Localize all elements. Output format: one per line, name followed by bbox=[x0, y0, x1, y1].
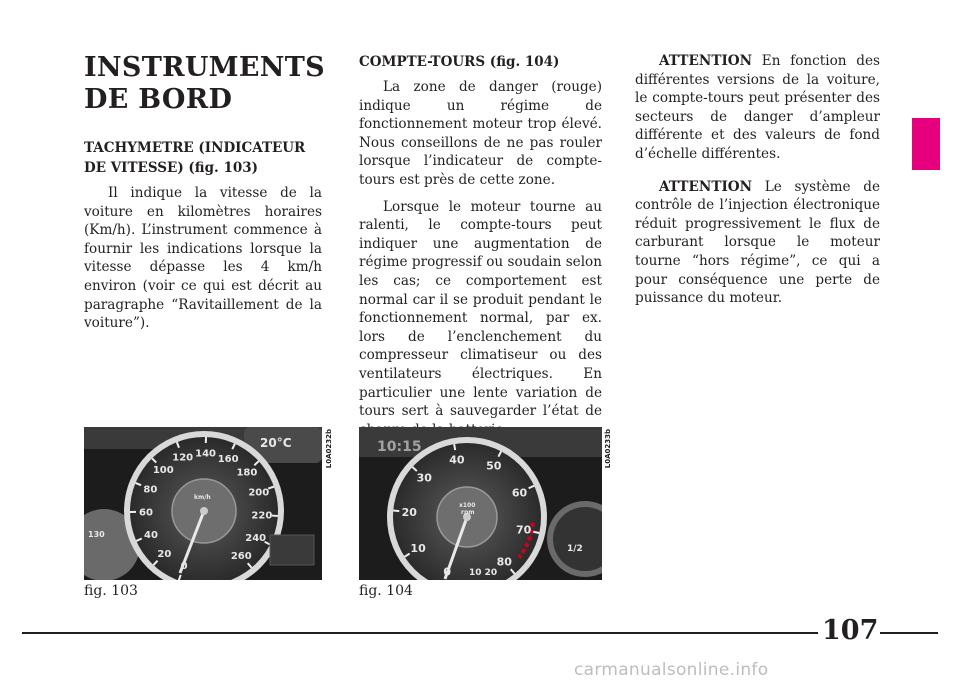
speed-tick-label: 140 bbox=[195, 448, 216, 460]
watermark: carmanualsonline.info bbox=[574, 660, 769, 680]
tachymetre-heading-line2: DE VITESSE) (fig. 103) bbox=[84, 160, 259, 176]
rpm-tick-label: 60 bbox=[511, 486, 528, 500]
speed-tick-label: 60 bbox=[139, 507, 153, 519]
rpm-tick-label: 10 bbox=[410, 542, 426, 556]
tachymetre-paragraph: Il indique la vitesse de la voiture en kilomètres horaires (Km/h). L’instrument commence à fournir les indications lorsque la vitesse dépasse les 4 km/h environ (voir ce qui est décrit au paragraphe “Ravitaillement de la voiture”). bbox=[84, 185, 322, 332]
column-right bbox=[635, 52, 880, 316]
figure-103-code: L0A0232b bbox=[325, 429, 333, 469]
figure-104-tachometer bbox=[359, 427, 602, 580]
temperature-readout: 20°C bbox=[260, 436, 292, 450]
footer-rule-left bbox=[22, 632, 818, 634]
attention-text-1: En fonction des différentes versions de la voiture, le compte-tours peut présenter des secteurs de danger d’ampleur différente et des valeurs de fond d’échelle différentes. bbox=[635, 53, 880, 162]
speed-tick-label: 100 bbox=[152, 465, 174, 477]
rpm-tick-label: 30 bbox=[416, 471, 432, 485]
speed-tick-label: 180 bbox=[236, 467, 258, 479]
column-middle bbox=[359, 52, 602, 447]
speed-tick-label: 220 bbox=[251, 510, 273, 522]
rpm-unit-line2: rpm bbox=[461, 509, 475, 516]
rpm-tick-label: 40 bbox=[449, 453, 465, 467]
compte-tours-paragraph-1: La zone de danger (rouge) indique un régime de fonctionnement moteur trop élevé. Nous conseillons de ne pas rouler lorsque l’indicateur de compte-tours est près de cette zone. bbox=[359, 79, 602, 188]
speed-tick-label: 120 bbox=[172, 452, 194, 464]
rpm-tick-tick bbox=[454, 444, 455, 450]
speedometer-illustration bbox=[84, 427, 322, 580]
vent-grille bbox=[270, 535, 314, 565]
speed-tick-label: 240 bbox=[245, 532, 267, 544]
figure-103-caption: fig. 103 bbox=[84, 583, 138, 599]
column-left bbox=[84, 52, 325, 341]
page-number: 107 bbox=[822, 615, 879, 646]
side-gauge-value: 130 bbox=[88, 530, 105, 539]
odometer-readout: 10 20 bbox=[469, 568, 498, 578]
speed-unit-label: km/h bbox=[194, 494, 211, 501]
fuel-gauge-half-label: 1/2 bbox=[567, 544, 583, 554]
tachometer-illustration bbox=[359, 427, 602, 580]
rpm-tick-label: 70 bbox=[515, 523, 532, 537]
compte-tours-heading: COMPTE-TOURS (fig. 104) bbox=[359, 54, 560, 70]
speed-tick-label: 0 bbox=[180, 561, 188, 573]
attention-label-2: ATTENTION bbox=[659, 178, 753, 195]
attention-note-2 bbox=[635, 178, 880, 308]
speed-tick-label: 160 bbox=[217, 453, 239, 465]
footer-rule-right bbox=[880, 632, 938, 634]
tachymetre-heading-line1: TACHYMETRE (INDICATEUR bbox=[84, 140, 306, 156]
figure-104-caption: fig. 104 bbox=[359, 583, 413, 599]
figure-104-code: L0A0233b bbox=[604, 429, 612, 469]
compte-tours-paragraph-2: Lorsque le moteur tourne au ralenti, le compte-tours peut indiquer une augmentation de régime progressif ou soudain selon les cas; ce comportement est normal car il se produit pendant le fonctionnement normal, par ex. lors de l’enclenchement du compresseur climatiseur ou des ventilateurs électriques. En particulier une lente variation de tours sert à sauvegarder l’état de bbox=[359, 198, 602, 420]
attention-label-1: ATTENTION bbox=[659, 53, 753, 69]
speed-tick-label: 200 bbox=[248, 487, 270, 499]
speed-tick-label: 80 bbox=[143, 484, 158, 496]
attention-text-2: Le système de contrôle de l’injection électronique réduit progressivement le flux de carburant lorsque le moteur tourne “hors régime”, ce qui a pour conséquence une perte de puissance du moteur. bbox=[635, 178, 880, 307]
attention-note-1 bbox=[635, 52, 880, 164]
speed-tick-label: 40 bbox=[143, 529, 158, 541]
rpm-tick-tick bbox=[533, 532, 539, 533]
rpm-tick-label: 80 bbox=[496, 555, 512, 569]
figure-103-speedometer bbox=[84, 427, 322, 580]
clock-readout: 10:15 bbox=[377, 439, 422, 455]
rpm-tick-label: 20 bbox=[401, 505, 417, 519]
speed-tick-label: 20 bbox=[157, 548, 172, 560]
tachymetre-heading bbox=[84, 138, 322, 178]
section-title bbox=[84, 52, 325, 116]
rpm-tick-label: 0 bbox=[443, 565, 451, 579]
rpm-tick-label: 50 bbox=[486, 459, 502, 473]
rpm-tick-tick bbox=[393, 511, 399, 512]
rpm-unit-line1: x100 bbox=[459, 502, 476, 509]
chapter-tab-marker bbox=[912, 118, 940, 170]
speed-tick-label: 260 bbox=[230, 550, 252, 562]
section-title-line2: DE BORD bbox=[84, 84, 233, 115]
section-title-line1: INSTRUMENTS bbox=[84, 52, 325, 83]
